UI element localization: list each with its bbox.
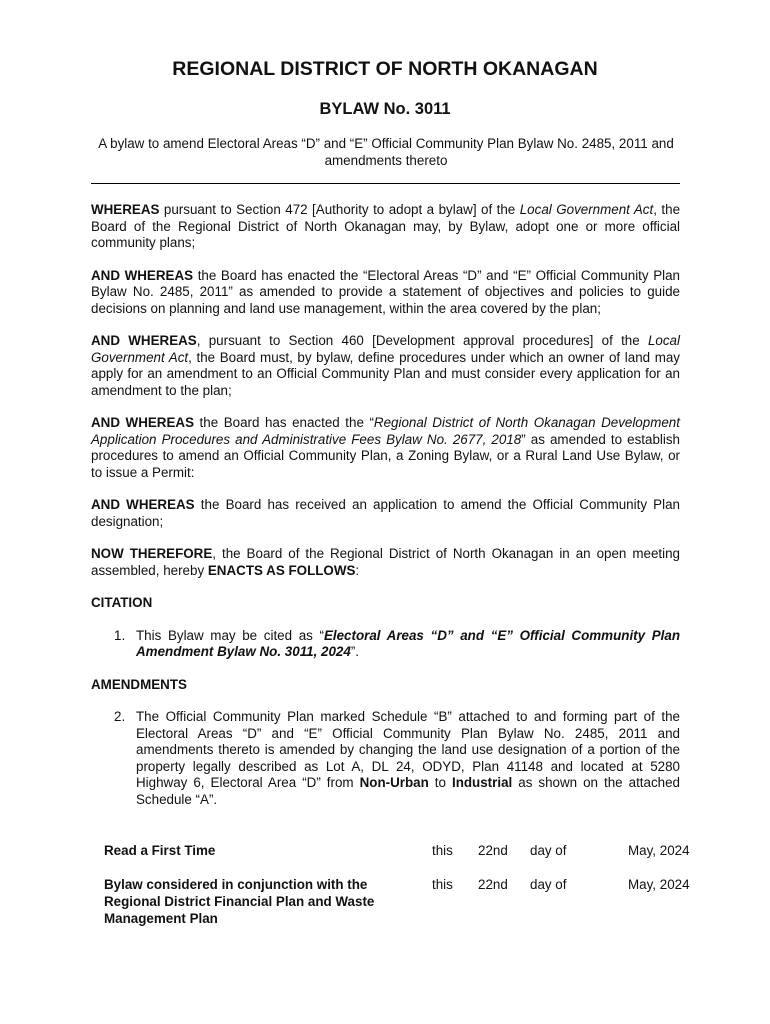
citation-heading: CITATION (91, 595, 153, 610)
recital-1 (91, 202, 680, 252)
item-number: 1. (114, 627, 126, 643)
recital-text: pursuant to Section 472 [Authority to adopt a bylaw] of the (159, 202, 520, 217)
recital-bold: ENACTS AS FOLLOWS (207, 562, 356, 578)
reading-day: 22nd (478, 877, 508, 892)
reading-label: Bylaw considered in conjunction with the Regional District Financial Plan and Waste Management Plan (104, 877, 375, 926)
item-text: The Official Community Plan marked Schedule “B” attached to and forming part of the Electoral Areas “D” and “E” Official Community Plan Bylaw No. 2485, 2011 and amendments thereto is amended by changing the land use designation of a portion of the property legally described as Lot A, DL 24, ODYD, Plan 41148 and located at 5280 Highway 6, Electoral Area “D” from Non-Urban to Industrial as shown on the attached Schedule “A”. (136, 709, 681, 807)
recital-2 (91, 268, 680, 318)
recital-text: , the Board of the Regional District of North Okanagan in an open meeting assembled, hereby (91, 546, 680, 578)
recital-italic: Local Government Act (91, 333, 680, 365)
bylaw-number: BYLAW No. 3011 (319, 100, 451, 118)
recital-4 (91, 415, 680, 481)
reading-dayof: day of (530, 877, 567, 892)
recital-text: , the Board must, by bylaw, define procedures under which an owner of land may apply for an amendment to an Official Community Plan and must consider every application for an amendment to the plan; (91, 349, 680, 398)
recital-6 (91, 546, 680, 579)
recital-lead: NOW THEREFORE (91, 546, 213, 561)
reading-day: 22nd (478, 843, 508, 858)
recital-italic: Regional District of North Okanagan Development Application Procedures and Administrative Fees Bylaw No. 2677, 2018 (91, 415, 680, 447)
horizontal-rule (91, 183, 680, 184)
item-number: 2. (114, 709, 126, 724)
recital-lead: AND WHEREAS (91, 333, 197, 348)
recital-text: , the Board of the Regional District of North Okanagan may, by Bylaw, adopt one or more official community plans; (91, 202, 681, 250)
recital-text: the Board has received an application to amend the Official Community Plan designation; (91, 497, 680, 529)
recital-lead: AND WHEREAS (91, 415, 194, 430)
recital-text: the Board has enacted the “ (194, 415, 374, 430)
citation-name: Electoral Areas “D” and “E” Official Community Plan Amendment Bylaw No. 3011, 2024 (136, 627, 680, 659)
recital-text: : (355, 562, 360, 578)
reading-date: May, 2024 (628, 843, 690, 858)
document-title: REGIONAL DISTRICT OF NORTH OKANAGAN (172, 58, 598, 80)
reading-dayof: day of (530, 843, 567, 858)
recital-italic: Local Government Act (519, 202, 654, 217)
amendment-item (91, 709, 680, 808)
bylaw-subtitle: A bylaw to amend Electoral Areas “D” and “E” Official Community Plan Bylaw No. 2485, 2011 and amendments thereto (98, 136, 674, 168)
citation-item (91, 628, 680, 661)
designation-from: Non-Urban (359, 775, 429, 790)
reading-this: this (432, 843, 453, 858)
reading-this: this (432, 877, 453, 892)
recital-text: ” as amended to establish procedures to amend an Official Community Plan, a Zoning Bylaw, or a Rural Land Use Bylaw, or to issue a Permit: (91, 431, 680, 480)
recital-text: , pursuant to Section 460 [Development approval procedures] of the (196, 333, 648, 348)
reading-label: Read a First Time (104, 843, 216, 858)
item-text: This Bylaw may be cited as “Electoral Areas “D” and “E” Official Community Plan Amendment Bylaw No. 3011, 2024”. (136, 627, 680, 659)
recital-text: the Board has enacted the “Electoral Areas “D” and “E” Official Community Plan Bylaw No. 2485, 2011” as amended to provide a statement of objectives and policies to guide decisions on planning and land use management, within the area covered by the plan; (91, 267, 680, 316)
recital-lead: WHEREAS (91, 202, 160, 217)
bylaw-body (91, 202, 680, 824)
recital-3 (91, 333, 680, 399)
reading-date: May, 2024 (628, 877, 690, 892)
recital-5 (91, 497, 680, 530)
designation-to: Industrial (451, 775, 513, 790)
recital-lead: AND WHEREAS (91, 267, 194, 283)
amendments-heading: AMENDMENTS (91, 676, 187, 692)
recital-lead: AND WHEREAS (91, 497, 195, 512)
